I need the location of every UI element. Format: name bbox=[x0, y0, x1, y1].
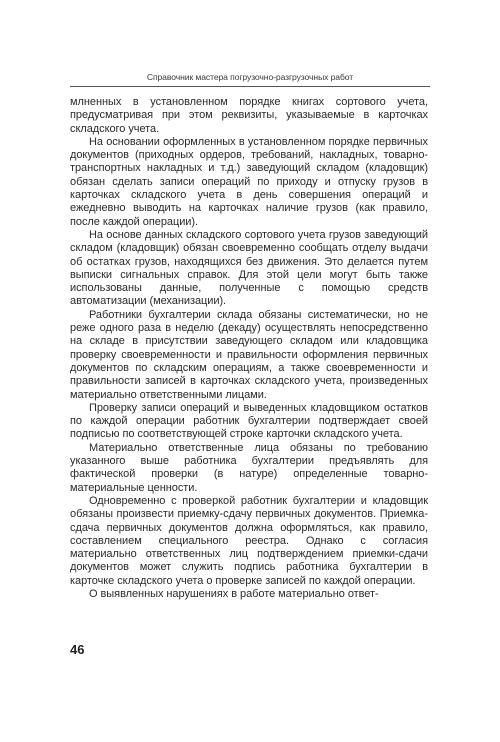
body-text bbox=[70, 96, 428, 601]
paragraph: На основании оформленных в установленном порядке первичных документов (приходных ордеров, требований, накладных, товарно-транспортных накладных и т.д.) заведующий складом (кладовщик) обязан сделать записи операций по приходу и отпуску грузов в карточках складского учета в день совершения операций и ежедневно выводить на карточках наличие грузов (как правило, после каждой операции). bbox=[70, 135, 428, 228]
paragraph: Проверку записи операций и выведенных кладовщиком остатков по каждой операции работник бухгалтерии подтверждает своей подписью по соответствующей строке карточки складского учета. bbox=[70, 401, 428, 441]
paragraph: О выявленных нарушениях в работе материально ответ- bbox=[89, 587, 379, 600]
page-number: 46 bbox=[70, 642, 85, 657]
running-header: Справочник мастера погрузочно-разгрузочных работ bbox=[146, 72, 354, 82]
paragraph: млненных в установленном порядке книгах сортового учета, предусматривая при этом реквизиты, указываемые в карточках складского учета. bbox=[70, 96, 428, 135]
paragraph: Работники бухгалтерии склада обязаны систематически, но не реже одного раза в неделю (декаду) осуществлять непосредственно на складе в присутствии заведующего складом или кладовщика проверку своевременности и правильности оформления первичных документов по складским операциям, а также своевременности и правильности записей в карточках складского учета, произведенных материально ответственными лицами. bbox=[70, 308, 428, 401]
paragraph: На основе данных складского сортового учета грузов заведующий складом (кладовщик) обязан своевременно сообщать отделу выдачи об остатках грузов, находящихся без движения. Это делается путем выписки сигнальных справок. Для этой цели могут быть также использованы данные, полученные с помощью средств автоматизации (механизации). bbox=[70, 228, 428, 308]
paragraph: Одновременно с проверкой работник бухгалтерии и кладовщик обязаны произвести приемку-сдачу первичных документов. Приемка-сдача первичных документов должна оформляться, как правило, составлением специального реестра. Однако с согласия материально ответственных лиц подтверждением приемки-сдачи документов может служить подпись работника бухгалтерии в карточке складского учета о проверке записей по каждой операции. bbox=[70, 494, 428, 587]
paragraph: Материально ответственные лица обязаны по требованию указанного выше работника бухгалтерии предъявлять для фактической проверки (в натуре) определенные товарно-материальные ценности. bbox=[70, 441, 428, 494]
header-divider bbox=[70, 86, 430, 87]
